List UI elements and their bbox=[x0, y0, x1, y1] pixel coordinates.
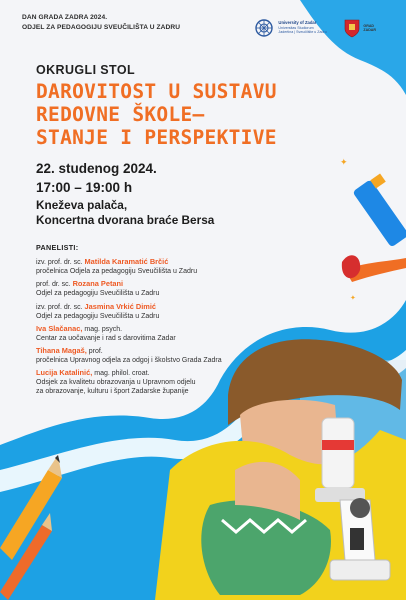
university-latin-name: Universitas Studiorum bbox=[278, 25, 314, 30]
panelist-item bbox=[36, 257, 266, 276]
logo-row bbox=[254, 18, 376, 38]
panelist-affiliation: pročelnica Upravnog odjela za odgoj i školstvo Grada Zadra bbox=[36, 357, 222, 365]
panelist-title: izv. prof. dr. sc. bbox=[36, 259, 83, 266]
panelist-name: Jasmina Vrkić Dimić bbox=[84, 301, 157, 311]
svg-text:✦: ✦ bbox=[350, 295, 356, 302]
city-logo bbox=[344, 19, 376, 38]
panelist-degree: mag. philol. croat. bbox=[94, 370, 150, 378]
city-label-grad: GRAD bbox=[363, 23, 375, 28]
panelist-degree: prof. bbox=[88, 348, 103, 356]
event-title-line: DAROVITOST U SUSTAVU bbox=[36, 80, 277, 103]
header-event-name: DAN GRADA ZADRA 2024. bbox=[22, 14, 108, 21]
panelist-item bbox=[36, 302, 266, 321]
event-venue: Kneževa palača, bbox=[36, 198, 128, 212]
event-title bbox=[36, 80, 277, 149]
event-title-line: REDOVNE ŠKOLE– bbox=[36, 103, 205, 126]
panelists-list bbox=[36, 257, 266, 396]
top-wave-shape bbox=[300, 0, 406, 95]
event-time: 17:00 – 19:00 h bbox=[36, 180, 133, 195]
panelist-name: Iva Slačanac, bbox=[36, 323, 83, 333]
panelist-affiliation: Centar za uočavanje i rad s darovitima Zadar bbox=[36, 334, 176, 342]
svg-text:✦: ✦ bbox=[340, 157, 348, 167]
event-date: 22. studenog 2024. bbox=[36, 161, 157, 176]
panelist-name: Lucija Katalinić, bbox=[36, 368, 93, 378]
panelist-item bbox=[36, 346, 266, 365]
event-hall: Koncertna dvorana braće Bersa bbox=[36, 213, 215, 227]
event-details bbox=[36, 160, 214, 228]
city-crest-icon bbox=[344, 19, 360, 38]
panelist-affiliation: za obrazovanje, kulturu i šport Zadarske županije bbox=[36, 388, 189, 396]
panelist-title: prof. dr. sc. bbox=[36, 281, 71, 289]
panelist-degree: mag. psych. bbox=[84, 325, 123, 333]
panelist-item bbox=[36, 279, 266, 298]
university-croatian-name: Jadertina | Sveučilište u Zadru bbox=[278, 30, 327, 35]
panelist-title: izv. prof. dr. sc. bbox=[36, 303, 83, 311]
event-title-line: STANJE I PERSPEKTIVE bbox=[36, 126, 277, 149]
panelist-item bbox=[36, 324, 266, 343]
university-name: University of Zadar bbox=[278, 20, 317, 26]
header-department: ODJEL ZA PEDAGOGIJU SVEUČILIŠTA U ZADRU bbox=[22, 23, 181, 31]
university-logo bbox=[254, 18, 338, 38]
panelist-affiliation: Odjel za pedagogiju Sveučilišta u Zadru bbox=[36, 290, 160, 298]
city-label-zadar: ZADAR bbox=[363, 28, 376, 32]
panelist-affiliation: Odjel za pedagogiju Sveučilišta u Zadru bbox=[36, 312, 160, 320]
event-type: OKRUGLI STOL bbox=[36, 63, 136, 77]
organizer-header bbox=[22, 13, 180, 32]
panelist-name: Rozana Petani bbox=[72, 279, 124, 289]
panelists-heading: PANELISTI: bbox=[36, 243, 79, 252]
panelist-name: Matilda Karamatić Brčić bbox=[84, 257, 169, 266]
panelists-section bbox=[36, 243, 266, 400]
panelist-name: Tihana Magaš, bbox=[36, 346, 87, 356]
panelist-affiliation: Odsjek za kvalitetu obrazovanja u Upravnom odjelu bbox=[36, 379, 196, 387]
university-emblem-icon bbox=[254, 18, 274, 38]
panelist-item bbox=[36, 368, 266, 396]
paint-illustration-right bbox=[342, 173, 406, 282]
panelist-affiliation: pročelnica Odjela za pedagogiju Sveučilišta u Zadru bbox=[36, 268, 198, 275]
